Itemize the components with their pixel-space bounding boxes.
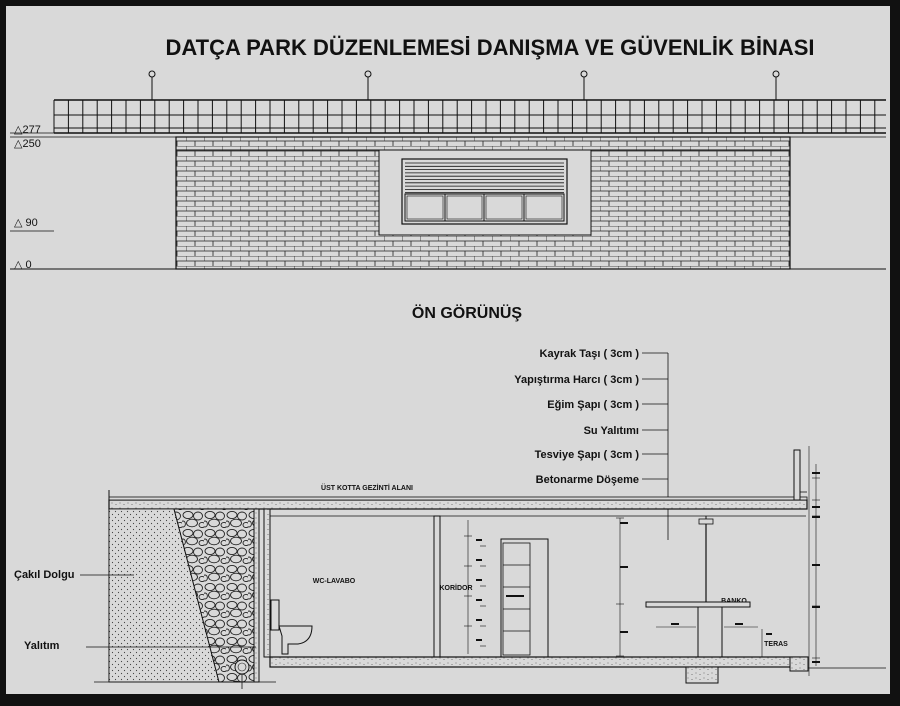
elevation-label: ÖN GÖRÜNÜŞ — [411, 305, 523, 322]
layer-labels — [514, 348, 639, 486]
drawing-sheet — [6, 6, 890, 694]
room-corridor: KORİDOR — [439, 585, 473, 592]
layer-label-1: Kayrak Taşı ( 3cm ) — [539, 348, 639, 360]
level-90: △ 90 — [14, 217, 38, 229]
layer-label-3: Eğim Şapı ( 3cm ) — [547, 399, 639, 411]
level-277: △277 — [14, 124, 41, 136]
layer-label-4: Su Yalıtımı — [583, 425, 639, 437]
window — [379, 150, 591, 235]
drain-pipe — [235, 660, 249, 674]
counter — [646, 516, 762, 658]
architectural-drawing — [6, 6, 890, 694]
toilet — [271, 600, 312, 654]
roof-slab — [109, 500, 807, 509]
room-terrace: TERAS — [764, 641, 788, 648]
gravel-fill-label: Çakıl Dolgu — [14, 569, 75, 581]
level-250: △250 — [14, 138, 41, 150]
layer-leaders — [642, 353, 668, 540]
room-wc: WC-LAVABO — [312, 578, 356, 585]
layer-label-6: Betonarme Döşeme — [535, 474, 639, 486]
roof-terrace-label: ÜST KOTTA GEZİNTİ ALANI — [321, 485, 413, 492]
railing — [54, 100, 886, 133]
layer-label-2: Yapıştırma Harcı ( 3cm ) — [514, 374, 639, 386]
level-0: △ 0 — [14, 259, 32, 271]
layer-label-5: Tesviye Şapı ( 3cm ) — [534, 449, 639, 461]
cross-section — [14, 348, 886, 689]
insulation-label: Yalıtım — [24, 640, 60, 652]
lamp-posts — [149, 71, 779, 100]
shelf-cabinet — [501, 539, 548, 657]
front-elevation — [10, 71, 886, 322]
floor-slab — [270, 657, 886, 683]
drawing-title: DATÇA PARK DÜZENLEMESİ DANIŞMA VE GÜVENLİK BİNASI — [165, 35, 815, 60]
